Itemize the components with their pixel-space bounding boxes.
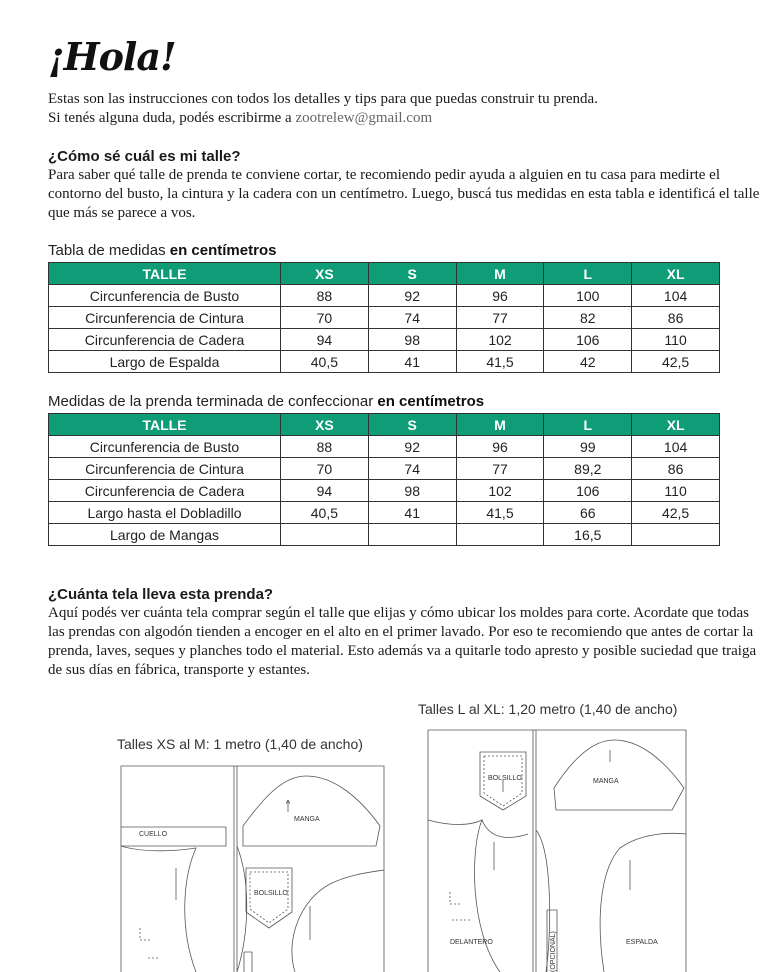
- table-cell: 102: [456, 480, 544, 502]
- header-size-xl: XL: [632, 414, 720, 436]
- table-cell: 42,5: [632, 351, 720, 373]
- table-cell: 102: [456, 329, 544, 351]
- table2-caption-prefix: Medidas de la prenda terminada de confeccionar: [48, 393, 374, 410]
- header-size-xs: XS: [281, 263, 369, 285]
- table-cell: 41: [368, 351, 456, 373]
- table-cell: 70: [281, 458, 369, 480]
- table-cell: 74: [368, 458, 456, 480]
- piece-label-bolsillo-large: BOLSILLO: [488, 775, 522, 782]
- row-label: Circunferencia de Busto: [49, 436, 281, 458]
- fabric-section-heading: ¿Cuánta tela lleva esta prenda?: [48, 586, 274, 603]
- table-cell: 104: [632, 436, 720, 458]
- front-piece-large: [428, 820, 528, 972]
- collar-piece: [121, 827, 226, 846]
- table-cell: 106: [544, 329, 632, 351]
- front-piece-small: [121, 846, 196, 972]
- greeting-title: ¡Hola!: [48, 34, 176, 79]
- table-cell: 70: [281, 307, 369, 329]
- large-sizes-layout-label: Talles L al XL: 1,20 metro (1,40 de ancho): [418, 701, 678, 717]
- table-cell: 74: [368, 307, 456, 329]
- table-cell: 86: [632, 458, 720, 480]
- back-piece-large: [536, 830, 686, 972]
- small-sizes-layout-label: Talles XS al M: 1 metro (1,40 de ancho): [117, 736, 363, 752]
- piece-label-espalda: ESPALDA: [626, 939, 658, 946]
- table-cell: 41: [368, 502, 456, 524]
- header-size-l: L: [544, 263, 632, 285]
- fabric-section-text: Aquí podés ver cuánta tela comprar según el talle que elijas y cómo ubicar los moldes para corte. Acordate que todas las prendas con algodón tienden a encoger en el alto en el primer lavado. Por eso te recomiendo que antes de cortar la prenda, laves, seques y planches todo el material. Esto además va a quitarle todo apresto y posible suciedad que traiga de sus días en fábrica, transporte y estantes.: [48, 605, 757, 678]
- table-cell: 42: [544, 351, 632, 373]
- sleeve-piece-large: [554, 740, 684, 810]
- size-section-heading: ¿Cómo sé cuál es mi talle?: [48, 148, 241, 165]
- table1-caption-bold: en centímetros: [169, 242, 277, 259]
- piece-label-manga-small: MANGA: [294, 816, 320, 823]
- table-cell: 106: [544, 480, 632, 502]
- table-cell: 42,5: [632, 502, 720, 524]
- table-cell: 96: [456, 285, 544, 307]
- header-size-l: L: [544, 414, 632, 436]
- back-piece-small: [237, 846, 384, 972]
- pocket-piece-small: [246, 868, 292, 928]
- row-label: Circunferencia de Busto: [49, 285, 281, 307]
- contact-email-link[interactable]: zootrelew@gmail.com: [295, 110, 433, 126]
- piece-label-opcional: (OPCIONAL): [550, 931, 557, 972]
- header-talle: TALLE: [49, 263, 281, 285]
- header-talle: TALLE: [49, 414, 281, 436]
- table-cell: 100: [544, 285, 632, 307]
- table-cell: 40,5: [281, 351, 369, 373]
- table-cell: 88: [281, 285, 369, 307]
- piece-label-manga-large: MANGA: [593, 778, 619, 785]
- fold-line-small: [234, 766, 237, 972]
- table-cell: 99: [544, 436, 632, 458]
- table-cell: 94: [281, 480, 369, 502]
- sleeve-piece-small: [243, 776, 380, 846]
- table-cell: 98: [368, 480, 456, 502]
- small-sizes-layout-diagram: [121, 766, 384, 972]
- table-cell: 41,5: [456, 351, 544, 373]
- table-cell: 98: [368, 329, 456, 351]
- table1-caption-prefix: Tabla de medidas: [48, 242, 166, 259]
- table-cell: 82: [544, 307, 632, 329]
- large-sizes-layout-diagram: [428, 730, 686, 972]
- table-cell: 89,2: [544, 458, 632, 480]
- table-cell: 77: [456, 307, 544, 329]
- intro-line-2-prefix: Si tenés alguna duda, podés escribirme a: [48, 110, 292, 126]
- table-cell: 41,5: [456, 502, 544, 524]
- table-cell: 40,5: [281, 502, 369, 524]
- row-label: Circunferencia de Cintura: [49, 307, 281, 329]
- header-size-s: S: [368, 414, 456, 436]
- table-cell: 110: [632, 480, 720, 502]
- table-cell: 94: [281, 329, 369, 351]
- row-label: Largo de Espalda: [49, 351, 281, 373]
- table-cell: 77: [456, 458, 544, 480]
- piece-label-bolsillo-small: BOLSILLO: [254, 890, 288, 897]
- table-cell: 92: [368, 285, 456, 307]
- row-label: Circunferencia de Cintura: [49, 458, 281, 480]
- header-size-xl: XL: [632, 263, 720, 285]
- size-section-text: Para saber qué talle de prenda te conviene cortar, te recomiendo pedir ayuda a alguien en tu casa para medirte el contorno del busto, la cintura y la cadera con un centímetro. Luego, buscá tus medidas en esta tabla e identificá el talle que más se parece a vos.: [48, 167, 760, 221]
- piece-label-cuello: CUELLO: [139, 831, 168, 838]
- row-label: Largo hasta el Dobladillo: [49, 502, 281, 524]
- header-size-m: M: [456, 263, 544, 285]
- header-size-s: S: [368, 263, 456, 285]
- table-cell: 88: [281, 436, 369, 458]
- fold-line-large: [533, 730, 536, 972]
- piece-label-delantero: DELANTERO: [450, 939, 493, 946]
- table-cell: 96: [456, 436, 544, 458]
- intro-line-1: Estas son las instrucciones con todos los detalles y tips para que puedas construir tu prenda.: [48, 91, 598, 107]
- table-cell: 104: [632, 285, 720, 307]
- table-cell: 92: [368, 436, 456, 458]
- table-cell: 110: [632, 329, 720, 351]
- row-label: Circunferencia de Cadera: [49, 480, 281, 502]
- row-label: Circunferencia de Cadera: [49, 329, 281, 351]
- header-size-xs: XS: [281, 414, 369, 436]
- table-cell: 16,5: [544, 524, 632, 546]
- table-cell: 86: [632, 307, 720, 329]
- fabric-outline-small: [121, 766, 384, 972]
- row-label: Largo de Mangas: [49, 524, 281, 546]
- table2-caption-bold: en centímetros: [377, 393, 485, 410]
- header-size-m: M: [456, 414, 544, 436]
- table-cell: 66: [544, 502, 632, 524]
